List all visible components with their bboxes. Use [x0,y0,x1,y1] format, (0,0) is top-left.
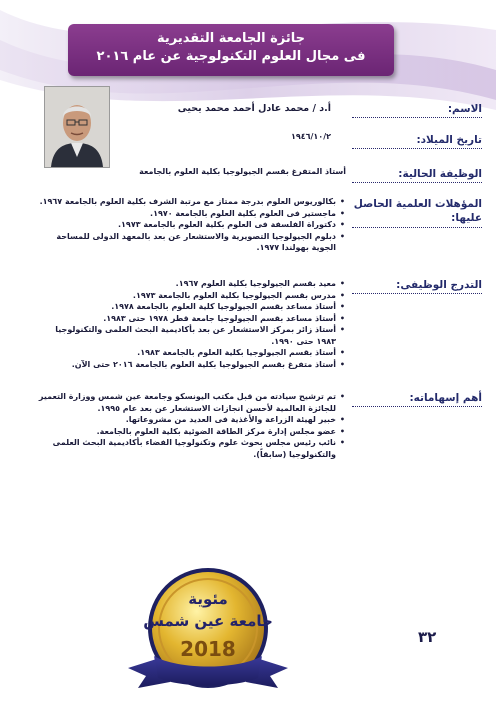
portrait-photo [44,86,110,168]
qualifications-list [38,196,346,254]
medal-year: 2018 [180,637,236,661]
label-name: الاسم: [352,103,482,118]
label-birth-date: تاريخ الميلاد: [352,134,482,149]
value-name: أ.د / محمد عادل أحمد محمد يحيى [177,103,331,114]
list-item: • دكتوراة الفلسفة فى العلوم بكلية العلوم بالجامعة ١٩٧٣. [38,219,336,231]
list-item: • عضو مجلس إدارة مركز الطاقة الضوئية بكلية العلوم بالجامعة. [38,426,336,438]
list-item: • خبير لهيئة الزراعة والأغذية فى العديد من مشروعاتها. [38,414,336,426]
list-item: • أستاذ زائر بمركز الاستشعار عن بعد بأكاديمية البحث العلمى والتكنولوجيا ١٩٨٣ حتى ١٩٩٠. [38,324,336,347]
portrait-image [45,87,109,167]
value-current-job: أستاذ المتفرغ بقسم الجيولوجيا بكلية العلوم بالجامعة [139,167,346,176]
centennial-medal-emblem [118,560,298,700]
medal-text-line1: مئوية [188,590,228,608]
list-item: • بكالوريوس العلوم بدرجة ممتاز مع مرتبة الشرف بكلية العلوم بالجامعة ١٩٦٧. [38,196,336,208]
label-career-progression: التدرج الوظيفى: [352,279,482,294]
medal-text-line2: جامعة عين شمس [143,612,273,630]
list-item: • تم ترشيح سيادته من قبل مكتب اليونسكو وجامعة عين شمس ووزارة التعمير للجائزة العالمية لأحسن انجازات الاستشعار عن بعد عام ١٩٩٥. [38,391,336,414]
award-title-banner [68,24,394,76]
contributions-list [38,391,346,460]
award-title-line1: جائزة الجامعة التقديرية [156,31,306,46]
list-item: • مدرس بقسم الجيولوجيا بكلية العلوم بالجامعة ١٩٧٣. [38,290,336,302]
list-item: • أستاذ مساعد بقسم الجيولوجيا جامعة قطر ١٩٧٨ حتى ١٩٨٣. [38,313,336,325]
list-item: • معيد بقسم الجيولوجيا بكلية العلوم ١٩٦٧. [38,278,336,290]
label-qualifications: المؤهلات العلمية الحاصل عليها: [352,197,482,228]
list-item: • ماجستير فى العلوم بكلية العلوم بالجامعة ١٩٧٠. [38,208,336,220]
page-number: ٣٢ [418,628,437,646]
list-item: • نائب رئيس مجلس بحوث علوم وتكنولوجيا الفضاء بأكاديمية البحث العلمى والتكنولوجيا (سابقاً). [38,437,336,460]
label-contributions: أهم إسهاماته: [352,392,482,407]
award-title-line2: فى مجال العلوم التكنولوجية عن عام ٢٠١٦ [96,49,366,64]
list-item: • أستاذ بقسم الجيولوجيا بكلية العلوم بالجامعة ١٩٨٣. [38,347,336,359]
career-list [38,278,346,370]
list-item: • أستاذ متفرغ بقسم الجيولوجيا بكلية العلوم بالجامعة ٢٠١٦ حتى الآن. [38,359,336,371]
value-birth-date: ١٩٤٦/١٠/٢ [290,132,331,141]
label-current-job: الوظيفة الحالية: [352,168,482,183]
list-item: • أستاذ مساعد بقسم الجيولوجيا كلية العلوم بالجامعة ١٩٧٨. [38,301,336,313]
list-item: • دبلوم الجيولوجيا التصويرية والاستشعار عن بعد بالمعهد الدولى للمساحة الجوية بهولندا ١٩٧٧. [38,231,336,254]
